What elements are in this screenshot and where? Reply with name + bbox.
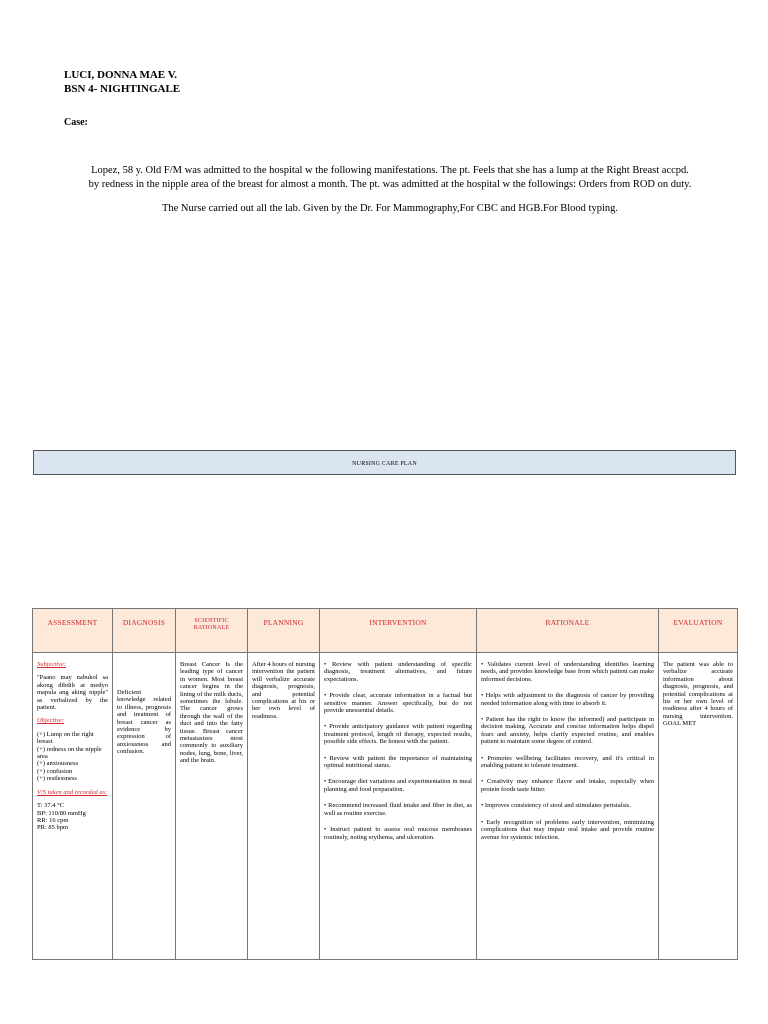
table-header-row [33,609,738,653]
care-plan-table [32,608,738,960]
intervention-cell [320,653,477,960]
header-evaluation: EVALUATION [659,609,738,653]
rationale-item: • Creativity may enhance flavor and intake, especially when protein foods taste bitter. [481,778,654,793]
student-section: BSN 4- NIGHTINGALE [64,83,181,95]
vital-sign: T: 37.4 °C [37,802,65,810]
objective-item: (+) redness on the nipple area [37,745,102,761]
rationale-cell [477,653,659,960]
intervention-item: • Provide clear, accurate information in a factual but sensitive manner. Answer specifically, but do not provide unessential details. [324,692,472,715]
vital-sign: BP: 110/80 mmHg [37,809,86,817]
vital-sign: PR: 85 bpm [37,824,69,832]
intervention-item: • Recommend increased fluid intake and fiber in diet, as well as routine exercise. [324,802,472,817]
table-row [33,653,738,960]
rationale-item: • Validates current level of understanding identifies learning needs, and provides knowledge base from which patient can make informed decisions. [481,661,654,683]
case-text-line1: Lopez, 58 y. Old F/M was admitted to the hospital w the following manifestations. The pt. Feels that she has a lump at the Right Breast accpd. [91,165,689,176]
evaluation-cell [659,653,738,960]
intervention-item: • Instruct patient to assess oral mucous membranes routinely, noting erythema, and ulceration. [324,826,472,841]
scientific-rationale-cell [176,653,248,960]
vital-signs-label: V/S taken and recorded as: [37,788,108,796]
rationale-item: • Patient has the right to know (be informed) and participate in decision making. Accurate and concise information helps dispel fears and anxiety, helps clarify expected routine, and enables patient to maintain some degree of control. [481,716,654,746]
subjective-label: Subjective: [37,661,66,668]
case-text-line2: by redness in the nipple area of the breast for almost a month. The pt. was admitted at the hospital w the followings: Orders from ROD on duty. [88,179,692,190]
header-planning: PLANNING [248,609,320,653]
diagnosis-cell [113,653,176,960]
objective-item: (+) confusion [37,767,73,775]
objective-item: (+) Lump on the right breast [37,730,94,746]
intervention-item: • Encourage diet variations and experimentation in meal planning and food preparation. [324,778,472,793]
nursing-care-plan-title: NURSING CARE PLAN [33,450,736,475]
rationale-item: • Early recognition of problems early intervention, minimizing complications that may impair oral intake and provide routine avenue for systemic infection. [481,818,654,841]
scientific-rationale-text: Breast Cancer Is the leading type of cancer in women. Most breast cancer begins in the lining of the milk ducts, sometimes the lobule. The cancer grows through the wall of the duct and into the fatty tissue. Breast cancer metastasizes most commonly to auxiliary nodes, lung, bone, liver, and the brain. [180,661,243,765]
student-name: LUCI, DONNA MAE V. [64,69,177,81]
planning-text: After 4 hours of nursing intervention the patient will verbalize accurate diagnosis, prognosis, and potential complications at his or her own level of readiness. [252,661,315,720]
intervention-item: • Review with patient the importance of maintaining optimal nutritional status. [324,754,472,770]
case-text-line3: The Nurse carried out all the lab. Given by the Dr. For Mammography,For CBC and HGB.For Blood typing. [161,203,618,214]
subjective-quote: "Paano may nabukol sa akong dibdib at medyo mapula ang aking nipple" as verbalized by the patient. [37,674,108,712]
planning-cell [248,653,320,960]
evaluation-text: The patient was able to verbalize accurate information about diagnosis, prognosis, and potential complications at his or her own level of readiness after 4 hours of nursing intervention. GOAL MET [663,661,733,728]
rationale-item: • Promotes wellbeing facilitates recovery, and it's critical in enabling patient to tolerate treatment. [481,754,654,770]
rationale-item: • Improves consistency of stool and stimulates peristalsis. [481,802,631,810]
intervention-item: • Provide anticipatory guidance with patient regarding treatment protocol, length of therapy, expected results, possible side effects. Be honest with the patient. [324,723,472,746]
rationale-item: • Helps with adjustment to the diagnosis of cancer by providing needed information along with time to absorb it. [481,692,654,707]
header-assessment: ASSESSMENT [33,609,113,653]
vital-sign: RR: 16 cpm [37,816,69,824]
objective-item: (+) restlessness [37,775,77,783]
diagnosis-text: Deficient knowledge related to illness, prognosis and treatment of breast cancer as evidence by expression of anxiousness and confusion. [117,689,171,756]
header-intervention: INTERVENTION [320,609,477,653]
header-scientific-rationale: SCIENTIFIC RATIONALE [176,609,248,653]
case-label: Case: [64,117,88,128]
assessment-cell [33,653,113,960]
objective-label: Objective: [37,717,65,725]
header-rationale: RATIONALE [477,609,659,653]
header-diagnosis: DIAGNOSIS [113,609,176,653]
objective-item: (+) anxiousness [37,760,79,768]
intervention-item: • Review with patient understanding of specific diagnosis, treatment alternatives, and future expectations. [324,661,472,683]
